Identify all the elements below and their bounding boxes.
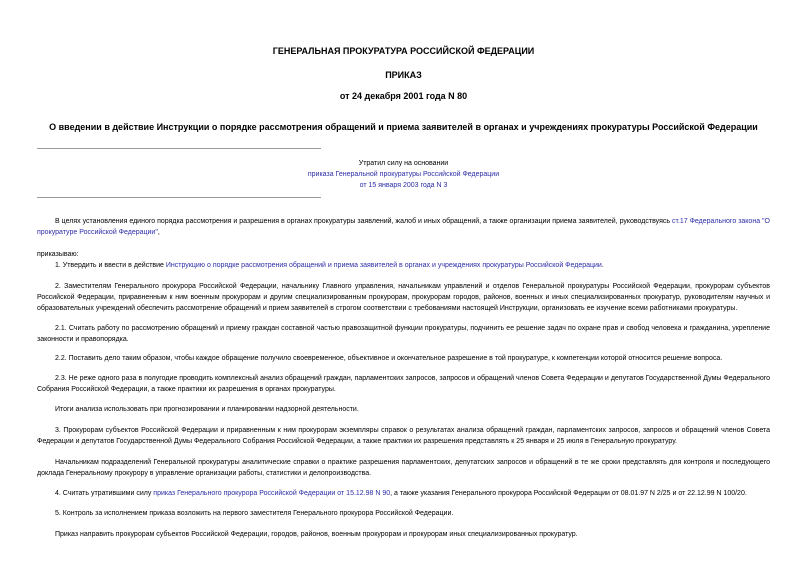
repealed-order-link[interactable]: приказ Генерального прокурора Российской Федерации от 15.12.98 N 90	[153, 490, 391, 497]
document-type-heading: ПРИКАЗ	[385, 70, 422, 80]
paragraph-2-3: 2.3. Не реже одного раза в полугодие проводить комплексный анализ обращений граждан, парламентских запросов, запросов и обращений членов Совета Федерации и депутатов Государственной Думы Федерального Собрания Российской Федерации, а также практики их разрешения в органах прокуратуры.	[37, 375, 770, 393]
paragraph-1: 1. Утвердить и ввести в действие Инструкцию о порядке рассмотрения обращений и приема заявителей в органах и учреждениях прокуратуры Российской Федерации.	[55, 262, 604, 269]
divider-top	[37, 148, 321, 149]
law-article-link[interactable]: ст.17 Федерального закона "О прокуратуре Российской Федерации"	[37, 218, 770, 236]
paragraph-3: 3. Прокурорам субъектов Российской Федерации и приравненным к ним прокурорам экземпляры справок о результатах анализа обращений граждан, парламентских запросов, запросов и обращений членов Совета Федерации и депутатов Государственной Думы Федерального Собрания Российской Федерации, а также практики их разрешения представлять к 25 января и 25 июля в Генеральную прокуратуру.	[37, 427, 770, 445]
repeal-order-link[interactable]: приказа Генеральной прокуратуры Российской Федерации	[307, 171, 500, 178]
paragraph-4: 4. Считать утратившими силу приказ Генерального прокурора Российской Федерации от 15.12.98 N 90, а также указания Генерального прокурора Российской Федерации от 08.01.97 N 2/25 и от 22.12.99 N 100/20.	[55, 490, 747, 497]
paragraph-2-1: 2.1. Считать работу по рассмотрению обращений и приему граждан составной частью правозащитной функции прокуратуры, подчинить ее решение задач по охране прав и свобод человека и гражданина, укрепление законности и правопорядка.	[37, 325, 770, 343]
organization-heading: ГЕНЕРАЛЬНАЯ ПРОКУРАТУРА РОССИЙСКОЙ ФЕДЕРАЦИИ	[272, 46, 535, 56]
paragraph-intro: В целях установления единого порядка рассмотрения и разрешения в органах прокуратуры заявлений, жалоб и иных обращений, а также организации приема заявителей, руководствуясь ст.17 Федерального закона "О прокуратуре Российской Федерации",	[37, 218, 770, 236]
repeal-order-date-link[interactable]: от 15 января 2003 года N 3	[359, 182, 448, 189]
status-note-link[interactable]	[0, 169, 807, 180]
paragraph-3-heads: Начальникам подразделений Генеральной прокуратуры аналитические справки о практике разрешения парламентских, депутатских запросов и обращений в те же сроки представлять для контроля и последующего доклада Генеральному прокурору в управление организации работы, статистики и делопроизводства.	[37, 459, 770, 477]
document-date-heading: от 24 декабря 2001 года N 80	[339, 91, 468, 101]
status-note-line: Утратил силу на основании	[358, 160, 449, 167]
paragraph-order: приказываю:	[37, 251, 79, 258]
paragraph-2-3-analysis: Итоги анализа использовать при прогнозировании и планировании надзорной деятельности.	[55, 406, 359, 413]
paragraph-2-2: 2.2. Поставить дело таким образом, чтобы каждое обращение получило своевременное, объективное и окончательное разрешение в той прокуратуре, к компетенции которой относится решение вопроса.	[55, 355, 723, 362]
instruction-link[interactable]: Инструкцию о порядке рассмотрения обращений и приема заявителей в органах и учреждениях прокуратуры Российской Федерации	[165, 262, 602, 269]
divider-bottom	[37, 197, 321, 198]
document-title: О введении в действие Инструкции о порядке рассмотрения обращений и приема заявителей в органах и учреждениях прокуратуры Российской Федерации	[49, 122, 758, 132]
status-note-link[interactable]	[0, 180, 807, 191]
paragraph-5: 5. Контроль за исполнением приказа возложить на первого заместителя Генерального прокурора Российской Федерации.	[55, 510, 454, 517]
paragraph-2: 2. Заместителям Генерального прокурора Российской Федерации, начальнику Главного управления, начальникам управлений и отделов Генеральной прокуратуры Российской Федерации, прокурорам субъектов Российской Федерации, приравненным к ним военным прокурорам и другим специализированным прокурорам, прокурорам городов, районов, военных и иных специализированных прокуратур, руководителям научных и образовательных учреждений обеспечить рассмотрение обращений и прием заявителей в строгом соответствии с требованиями настоящей Инструкции, организовать ее изучение всеми работниками прокуратуры.	[37, 283, 770, 312]
paragraph-6: Приказ направить прокурорам субъектов Российской Федерации, городов, районов, военным прокурорам и прокурорам иных специализированных прокуратур.	[55, 531, 578, 538]
